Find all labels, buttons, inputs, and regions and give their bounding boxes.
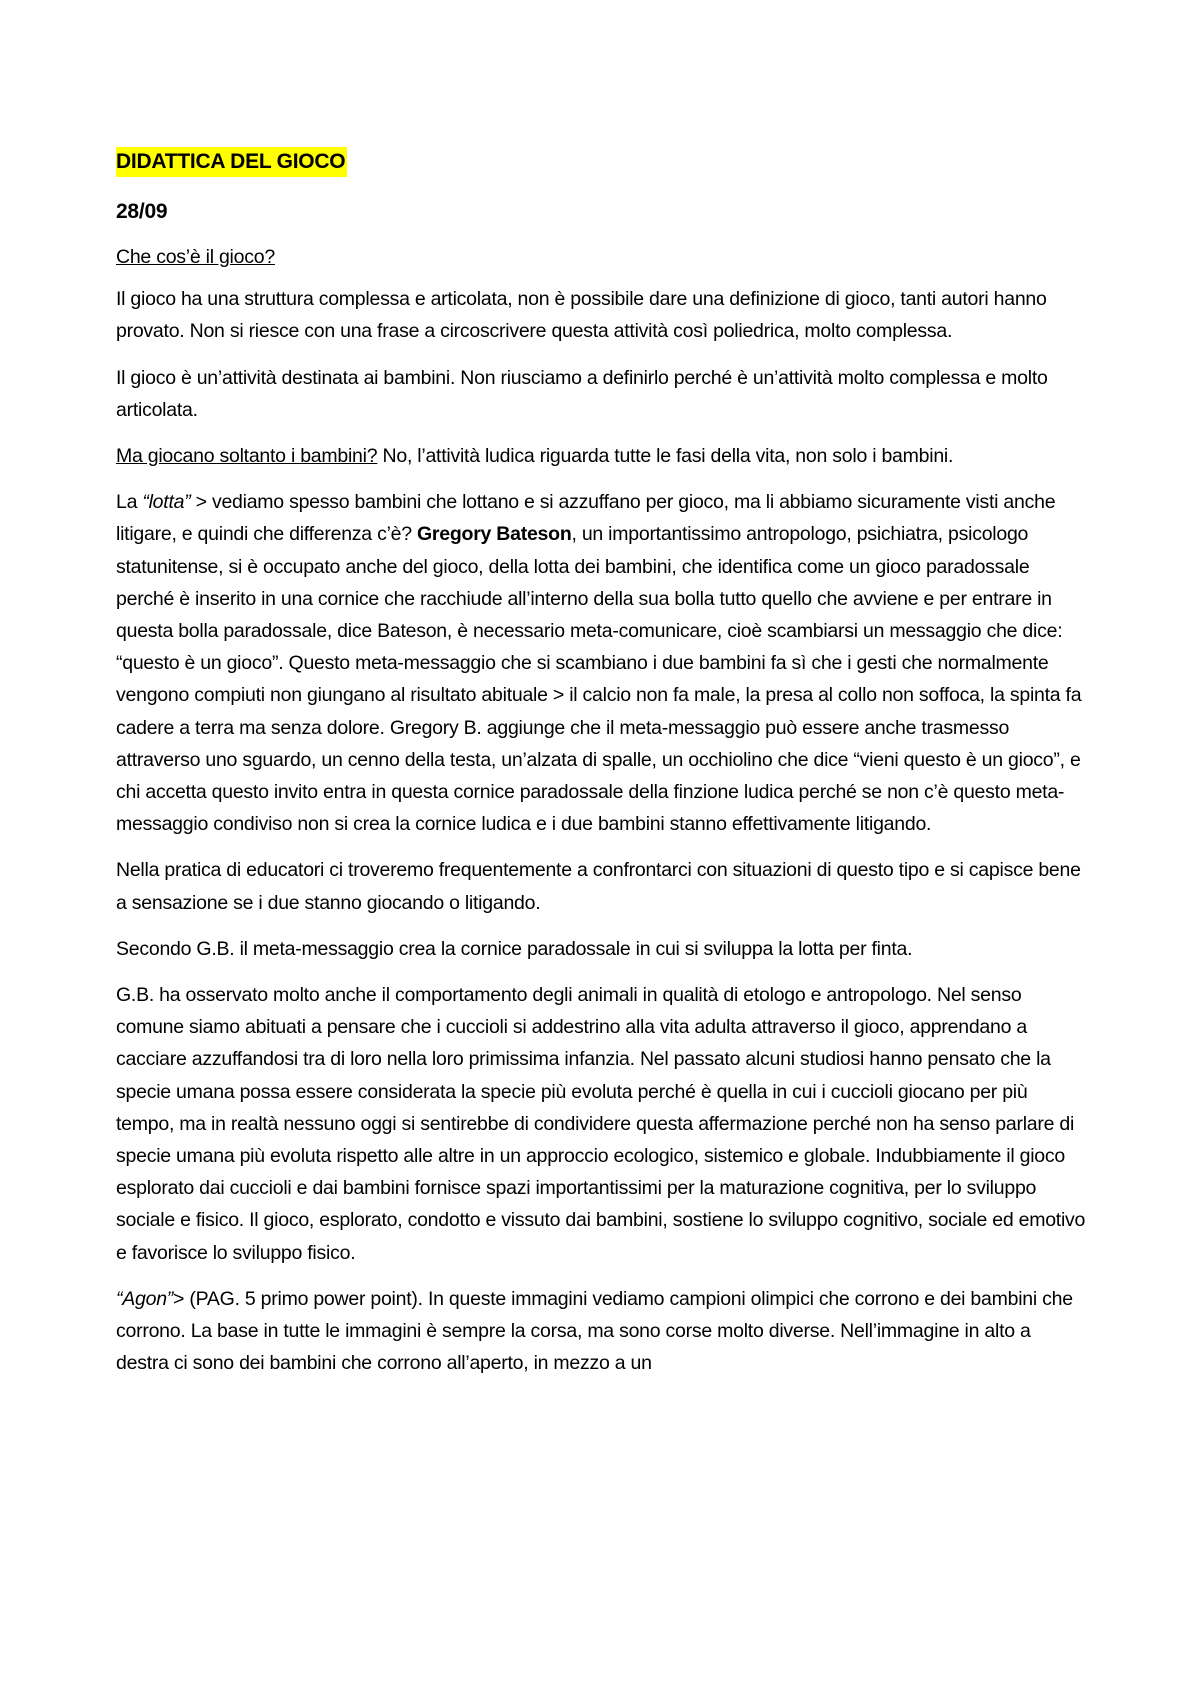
lecture-date: 28/09 [116,200,168,223]
paragraph-definition: Il gioco ha una struttura complessa e articolata, non è possibile dare una definizione di gioco, tanti autori hanno provato. Non si riesce con una frase a circoscrivere questa attività così poliedrica, molto complessa. [116,288,1047,343]
paragraph-text: La [116,491,143,514]
italic-term: “Agon” [116,1287,174,1310]
underlined-question: Ma giocano soltanto i bambini? [116,445,378,468]
document-page [116,146,1086,1394]
paragraph-lotta [116,486,1086,840]
paragraph-text: > (PAG. 5 primo power point). In queste immagini vediamo campioni olimpici che corrono e dei bambini che corrono. La base in tutte le immagini è sempre la corsa, ma sono corse molto diverse. Nell’immagine in alto a destra ci sono dei bambini che corrono all’aperto, in mezzo a un [116,1287,1073,1375]
document-title: DIDATTICA DEL GIOCO [116,147,347,177]
italic-term: “lotta” [142,491,191,514]
paragraph-text: , un importantissimo antropologo, psichiatra, psicologo statunitense, si è occupato anche del gioco, della lotta dei bambini, che identifica come un gioco paradossale perché è inserito in una cornice che racchiude all’interno della sua bolla tutto quello che avviene e per entrare in questa bolla paradossale, dice Bateson, è necessario meta-comunicare, cioè scambiarsi un messaggio che dice: “questo è un gioco”. Questo meta-messaggio che si scambiano i due bambini fa sì che i gesti che normalmente vengono compiuti non giungano al risultato abituale > il calcio non fa male, la presa al collo non soffoca, la spinta fa cadere a terra ma senza dolore. Gregory B. aggiunge che il meta-messaggio può essere anche trasmesso attraverso uno sguardo, un cenno della testa, un’alzata di spalle, un occhiolino che dice “vieni questo è un gioco”, e chi accetta questo invito entra in questa cornice paradossale della finzione ludica perché se non c’è questo meta-messaggio condiviso non si crea la cornice ludica e i due bambini stanno effettivamente litigando. [116,523,1082,836]
paragraph-meta-message: Secondo G.B. il meta-messaggio crea la cornice paradossale in cui si sviluppa la lotta per finta. [116,937,913,960]
bold-name: Gregory Bateson [417,523,572,546]
paragraph-animals: G.B. ha osservato molto anche il comportamento degli animali in qualità di etologo e antropologo. Nel senso comune siamo abituati a pensare che i cuccioli si addestrino alla vita adulta attraverso il gioco, apprendano a cacciare azzuffandosi tra di loro nella loro primissima infanzia. Nel passato alcuni studiosi hanno pensato che la specie umana possa essere considerata la specie più evoluta perché è quella in cui i cuccioli giocano per più tempo, ma in realtà nessuno oggi si sentirebbe di condividere questa affermazione perché non ha senso parlare di specie umana più evoluta rispetto alle altre in un approccio ecologico, sistemico e globale. Indubbiamente il gioco esplorato dai cuccioli e dai bambini fornisce spazi importantissimi per la maturazione cognitiva, per lo sviluppo sociale e fisico. Il gioco, esplorato, condotto e vissuto dai bambini, sostiene lo sviluppo cognitivo, sociale ed emotivo e favorisce lo sviluppo fisico. [116,984,1086,1264]
paragraph-text: No, l’attività ludica riguarda tutte le fasi della vita, non solo i bambini. [377,445,954,468]
paragraph-who-plays [116,440,1086,472]
paragraph-educators: Nella pratica di educatori ci troveremo frequentemente a confrontarci con situazioni di questo tipo e si capisce bene a sensazione se i due stanno giocando o litigando. [116,859,1081,914]
section-heading: Che cos’è il gioco? [116,246,275,268]
paragraph-agon [116,1283,1086,1380]
paragraph-children-activity: Il gioco è un’attività destinata ai bambini. Non riusciamo a definirlo perché è un’attività molto complessa e molto articolata. [116,366,1048,421]
paragraph-text: > vediamo spesso bambini che lottano e si azzuffano per gioco, ma li abbiamo sicuramente visti anche litigare, e quindi che differenza c’è? [116,491,1056,546]
